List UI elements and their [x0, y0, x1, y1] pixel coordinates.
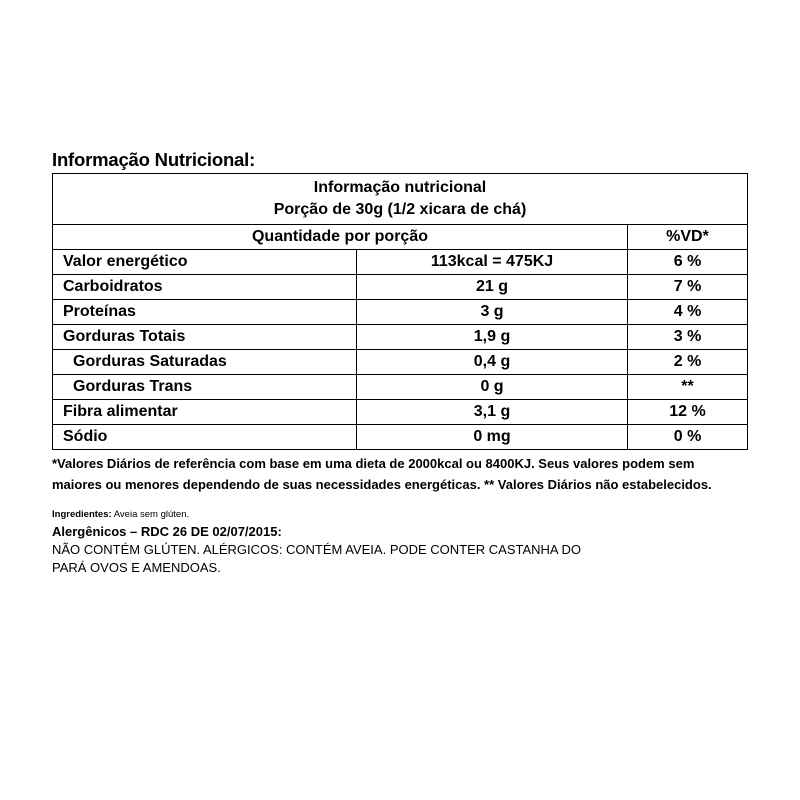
table-header	[53, 174, 748, 225]
table-row	[53, 250, 748, 275]
nutrient-name: Proteínas	[53, 300, 357, 325]
nutrient-amount: 3,1 g	[357, 400, 628, 425]
allergens-text-line: PARÁ OVOS E AMENDOAS.	[52, 560, 221, 575]
footnote-line: maiores ou menores dependendo de suas necessidades energéticas. ** Valores Diários não estabelecidos.	[52, 477, 712, 492]
table-header-cell	[53, 174, 748, 225]
table-header-title: Informação nutricional	[313, 179, 487, 196]
nutrient-amount: 3 g	[357, 300, 628, 325]
column-header-quantity: Quantidade por porção	[53, 225, 628, 250]
nutrient-amount: 0 g	[357, 375, 628, 400]
nutrient-name: Valor energético	[53, 250, 357, 275]
table-row	[53, 375, 748, 400]
nutrient-amount: 0 mg	[357, 425, 628, 450]
nutrient-vd: 0 %	[628, 425, 748, 450]
table-row	[53, 325, 748, 350]
nutrition-table	[52, 173, 748, 450]
table-row	[53, 350, 748, 375]
ingredients	[52, 509, 189, 520]
nutrient-name: Gorduras Trans	[53, 375, 357, 400]
page-title: Informação Nutricional:	[52, 149, 256, 170]
column-header-row	[53, 225, 748, 250]
nutrient-vd: 7 %	[628, 275, 748, 300]
nutrient-name: Fibra alimentar	[53, 400, 357, 425]
allergens	[52, 523, 581, 577]
nutrient-name: Carboidratos	[53, 275, 357, 300]
serving-size: Porção de 30g (1/2 xicara de chá)	[273, 201, 527, 218]
footnote	[52, 453, 762, 495]
table-row	[53, 425, 748, 450]
nutrient-name: Gorduras Totais	[53, 325, 357, 350]
nutrient-vd: 12 %	[628, 400, 748, 425]
nutrient-name: Sódio	[53, 425, 357, 450]
nutrient-amount: 113kcal = 475KJ	[357, 250, 628, 275]
nutrient-amount: 0,4 g	[357, 350, 628, 375]
nutrient-vd: 6 %	[628, 250, 748, 275]
nutrient-amount: 21 g	[357, 275, 628, 300]
nutrient-name: Gorduras Saturadas	[53, 350, 357, 375]
allergens-label: Alergênicos – RDC 26 DE 02/07/2015:	[52, 524, 282, 539]
table-row	[53, 275, 748, 300]
allergens-text-line: NÃO CONTÉM GLÚTEN. ALÉRGICOS: CONTÉM AVEIA. PODE CONTER CASTANHA DO	[52, 542, 581, 557]
footnote-line: *Valores Diários de referência com base em uma dieta de 2000kcal ou 8400KJ. Seus valores podem sem	[52, 456, 695, 471]
nutrient-vd: **	[628, 375, 748, 400]
table-row	[53, 400, 748, 425]
nutrient-vd: 3 %	[628, 325, 748, 350]
table-row	[53, 300, 748, 325]
ingredients-label: Ingredientes:	[52, 509, 112, 520]
nutrient-vd: 4 %	[628, 300, 748, 325]
column-header-vd: %VD*	[628, 225, 748, 250]
nutrient-amount: 1,9 g	[357, 325, 628, 350]
ingredients-text: Aveia sem glúten.	[111, 509, 190, 520]
nutrient-vd: 2 %	[628, 350, 748, 375]
